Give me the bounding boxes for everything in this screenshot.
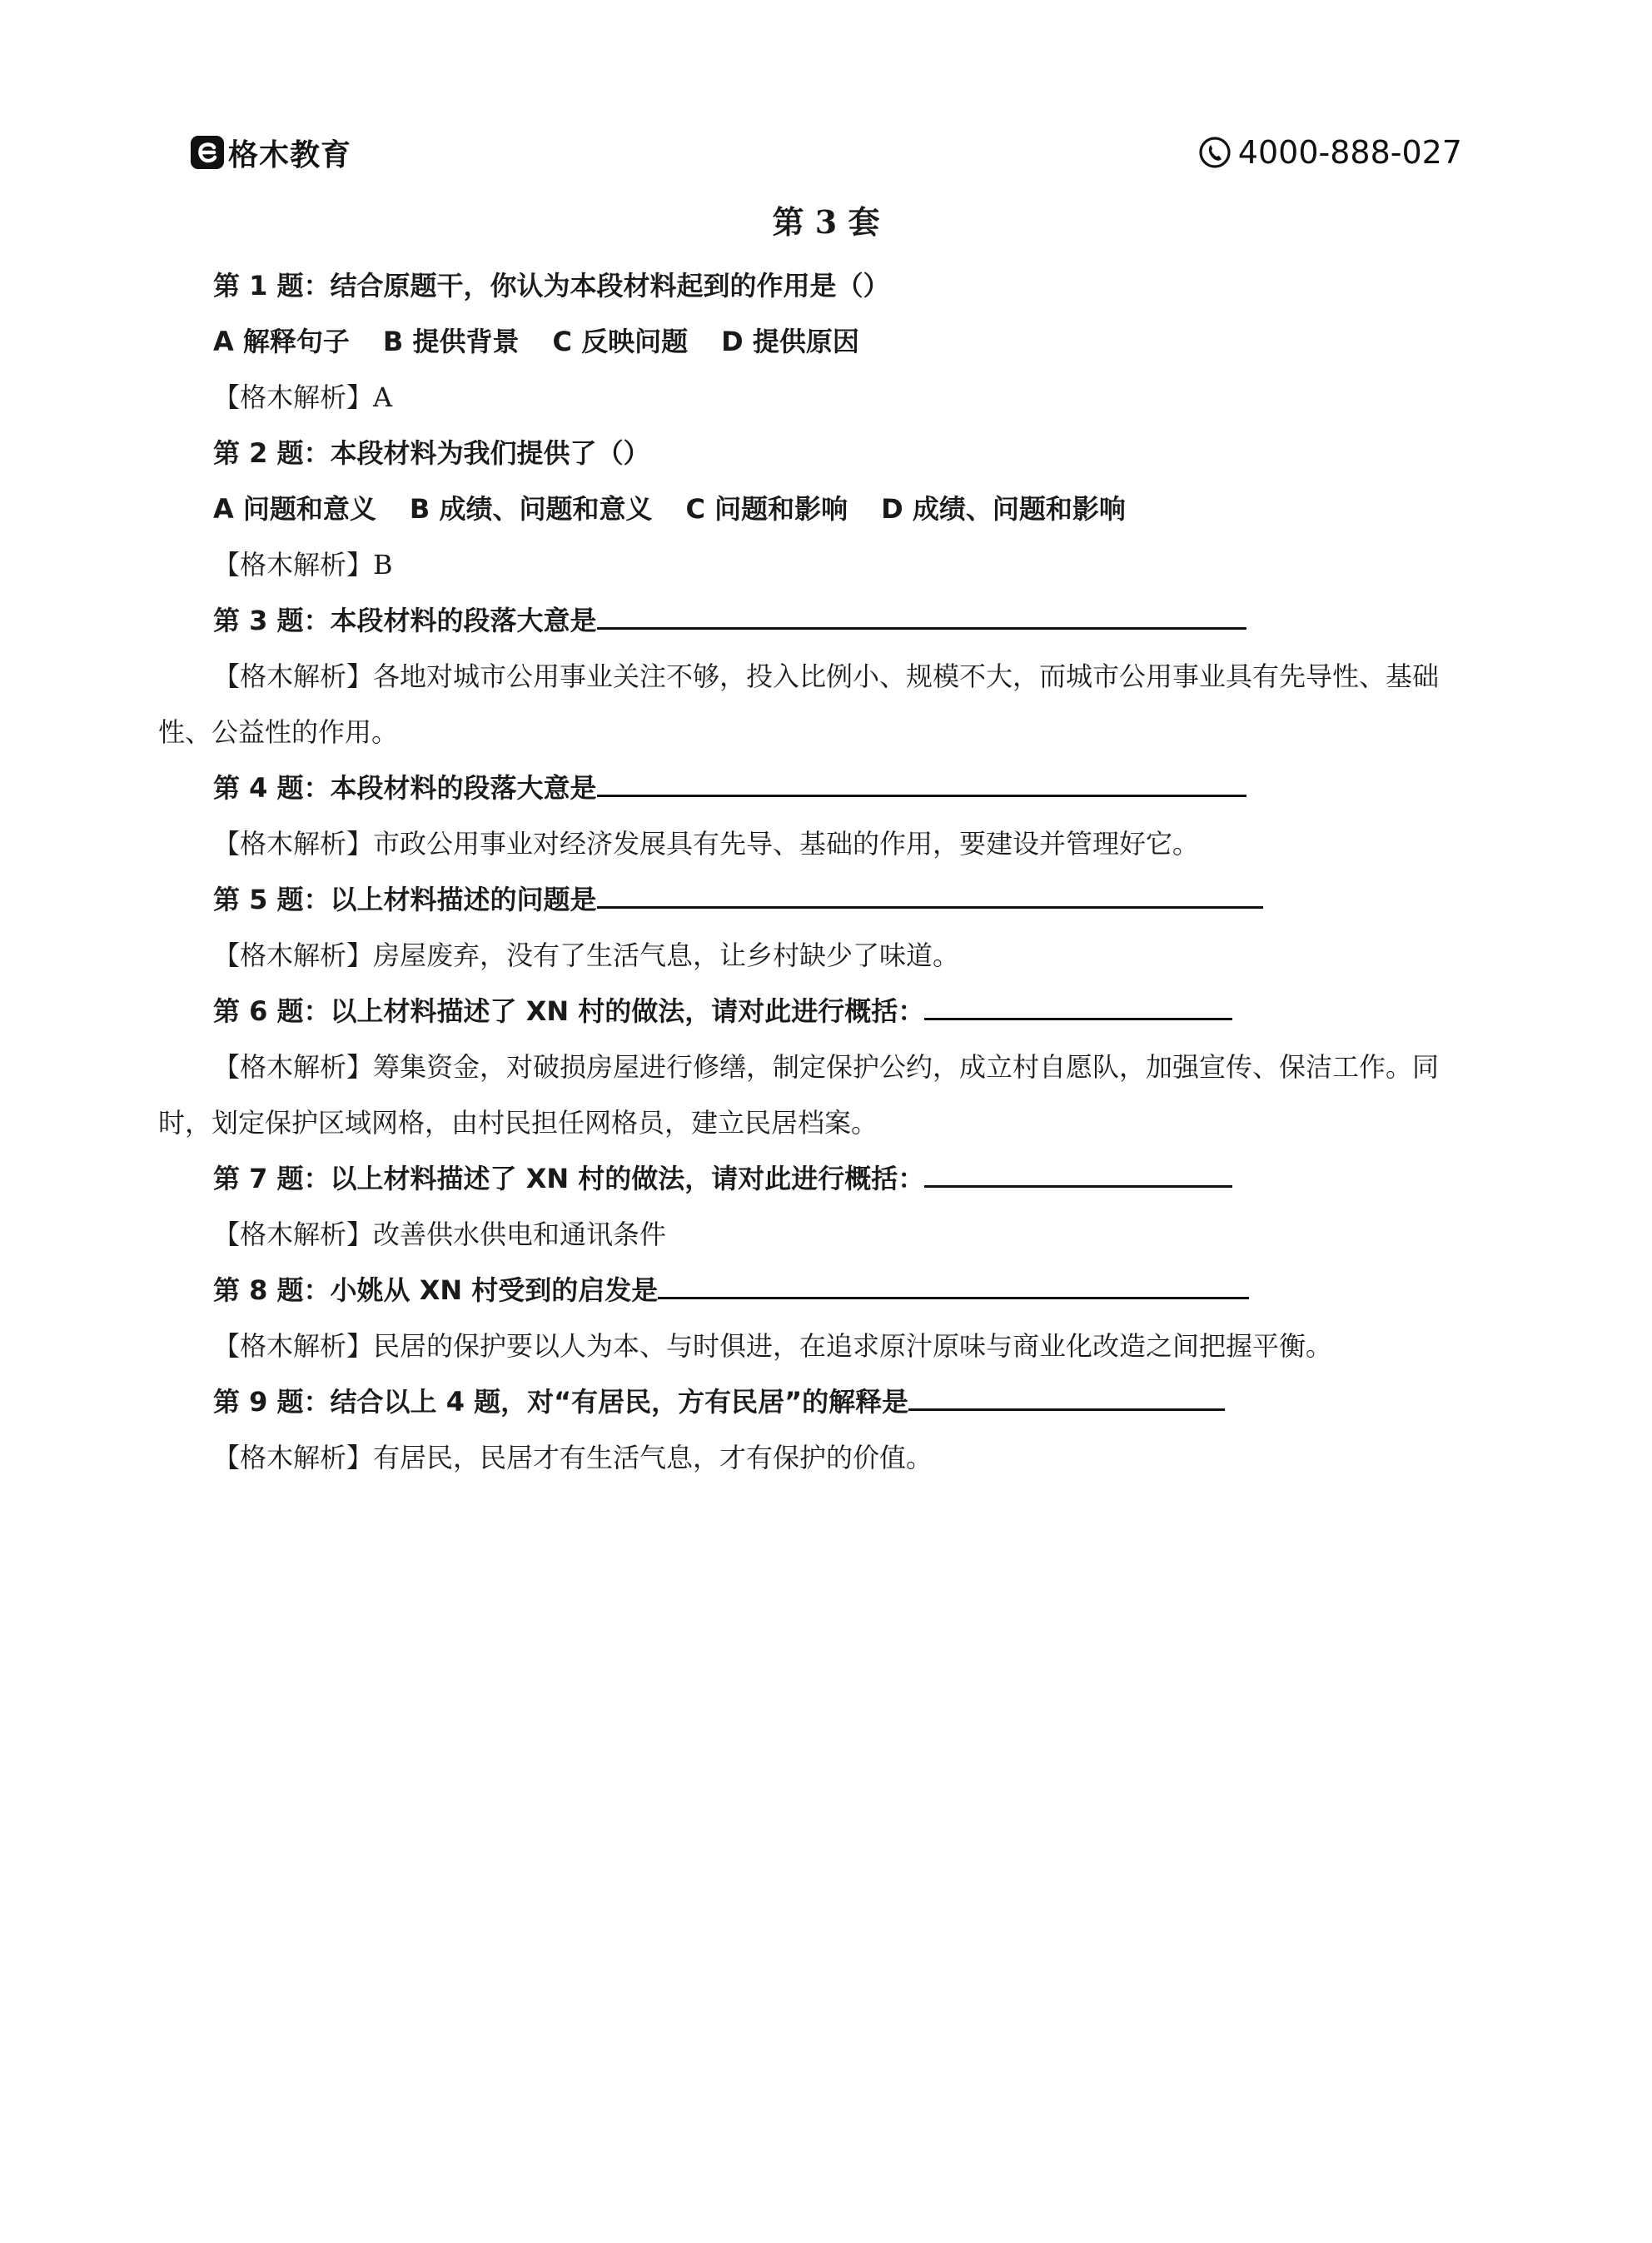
phone-number: 4000-888-027: [1237, 134, 1462, 171]
answer-blank: [597, 597, 1246, 630]
answer-blank: [597, 765, 1246, 797]
answer-blank: [924, 1155, 1232, 1188]
question-8: [158, 760, 1490, 816]
option-0: A 解释句子: [213, 326, 350, 357]
answer-blank: [597, 876, 1263, 909]
logo-mark-icon: [190, 135, 225, 170]
question-3: [158, 426, 1490, 481]
question-14: [158, 1151, 1490, 1207]
question-text: 第 1 题：结合原题干，你认为本段材料起到的作用是（）: [213, 270, 890, 302]
options-row: [158, 314, 1490, 370]
answer-blank: [908, 1378, 1225, 1411]
question-16: [158, 1263, 1490, 1318]
analysis-7: 【格木解析】各地对城市公用事业关注不够，投入比例小、规模不大，而城市公用事业具有先导性、基础性、公益性的作用。: [158, 660, 1440, 748]
header-phone: [1198, 133, 1462, 172]
analysis-15: 【格木解析】改善供水供电和通讯条件: [213, 1219, 667, 1250]
option-1: B 提供背景: [382, 326, 520, 357]
question-text: 第 6 题：以上材料描述了 XN 村的做法，请对此进行概括：: [213, 995, 925, 1027]
analysis-9: 【格木解析】市政公用事业对经济发展具有先导、基础的作用，要建设并管理好它。: [213, 828, 1200, 860]
header-logo: [190, 133, 351, 172]
option-2: C 反映问题: [552, 326, 689, 357]
question-18: [158, 1374, 1490, 1430]
option-0: A 问题和意义: [213, 493, 376, 525]
option-2: C 问题和影响: [685, 493, 848, 525]
question-text: 第 7 题：以上材料描述了 XN 村的做法，请对此进行概括：: [213, 1163, 925, 1194]
document-title: 第 3 套: [772, 203, 880, 241]
question-text: 第 9 题：结合以上 4 题，对“有居民，方有民居”的解释是: [213, 1386, 909, 1418]
phone-icon: [1198, 136, 1232, 169]
analysis-11: 【格木解析】房屋废弃，没有了生活气息，让乡村缺少了味道。: [213, 940, 960, 971]
analysis-5: 【格木解析】B: [213, 549, 393, 581]
options-row: [158, 481, 1490, 537]
answer-blank: [924, 988, 1232, 1020]
option-3: D 成绩、问题和影响: [881, 493, 1126, 525]
option-3: D 提供原因: [721, 326, 859, 357]
analysis-17: 【格木解析】民居的保护要以人为本、与时俱进，在追求原汁原味与商业化改造之间把握平衡。: [213, 1330, 1333, 1362]
question-text: 第 3 题：本段材料的段落大意是: [213, 605, 597, 636]
question-6: [158, 593, 1490, 649]
question-text: 第 8 题：小姚从 XN 村受到的启发是: [213, 1274, 659, 1306]
analysis-19: 【格木解析】有居民，民居才有生活气息，才有保护的价值。: [213, 1442, 933, 1473]
question-0: [158, 258, 1490, 314]
analysis-13: 【格木解析】筹集资金，对破损房屋进行修缮，制定保护公约，成立村自愿队，加强宣传、保洁工作。同时，划定保护区域网格，由村民担任网格员，建立民居档案。: [158, 1051, 1440, 1139]
question-list: [158, 258, 1490, 1486]
question-text: 第 2 题：本段材料为我们提供了（）: [213, 437, 650, 469]
logo-text: 格木教育: [228, 137, 352, 172]
question-text: 第 4 题：本段材料的段落大意是: [213, 772, 597, 804]
question-12: [158, 984, 1490, 1039]
answer-blank: [658, 1267, 1249, 1299]
analysis-2: 【格木解析】A: [213, 381, 393, 413]
question-text: 第 5 题：以上材料描述的问题是: [213, 884, 597, 915]
option-1: B 成绩、问题和意义: [409, 493, 653, 525]
question-10: [158, 872, 1490, 928]
